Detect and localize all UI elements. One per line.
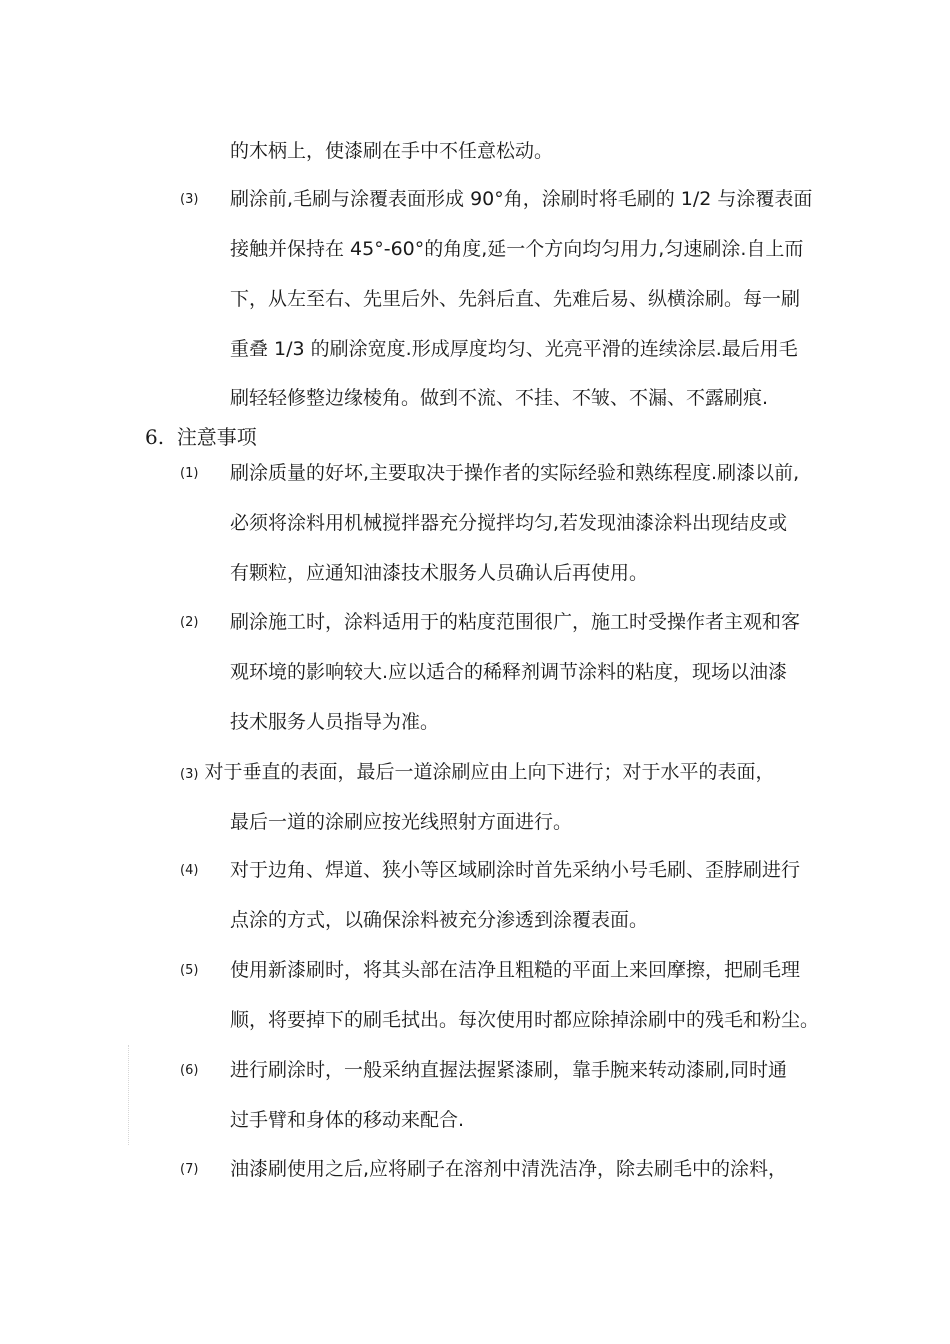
- paragraph-line: 最后一道的涂刷应按光线照射方面进行。: [230, 811, 573, 833]
- list-item-number: (2): [180, 615, 199, 630]
- paragraph-line: 刷涂前,毛刷与涂覆表面形成 90°角，涂刷时将毛刷的 1/2 与涂覆表面: [230, 188, 813, 210]
- paragraph-text: 对于垂直的表面，最后一道涂刷应由上向下进行；对于水平的表面，: [204, 761, 775, 783]
- margin-rule: [128, 1045, 129, 1145]
- paragraph-line: 观环境的影响较大.应以适合的稀释剂调节涂料的粘度，现场以油漆: [230, 661, 788, 683]
- list-item-number: (4): [180, 863, 199, 878]
- list-item-number: (7): [180, 1162, 199, 1177]
- paragraph-line: 重叠 1/3 的刷涂宽度.形成厚度均匀、光亮平滑的连续涂层.最后用毛: [230, 338, 798, 360]
- section-title: 注意事项: [176, 425, 257, 449]
- paragraph-line: 进行刷涂时，一般采纳直握法握紧漆刷，靠手腕来转动漆刷,同时通: [230, 1059, 788, 1081]
- paragraph-line: 技术服务人员指导为准。: [230, 711, 440, 733]
- paragraph-line: 接触并保持在 45°-60°的角度,延一个方向均匀用力,匀速刷涂.自上而: [230, 238, 804, 260]
- list-item-number: (5): [180, 963, 199, 978]
- paragraph-line: 油漆刷使用之后,应将刷子在溶剂中清洗洁净，除去刷毛中的涂料，: [230, 1158, 788, 1180]
- paragraph-line: 对于边角、焊道、狭小等区域刷涂时首先采纳小号毛刷、歪脖刷进行: [230, 859, 801, 881]
- list-item-number: (6): [180, 1063, 199, 1078]
- paragraph-line: 有颗粒，应通知油漆技术服务人员确认后再使用。: [230, 562, 649, 584]
- paragraph-line: 点涂的方式，以确保涂料被充分渗透到涂覆表面。: [230, 909, 649, 931]
- section-heading: [145, 424, 257, 450]
- section-number: 6.: [145, 425, 165, 449]
- paragraph-line: 刷轻轻修整边缘棱角。做到不流、不挂、不皱、不漏、不露刷痕.: [230, 387, 769, 409]
- paragraph-line: 刷涂质量的好坏,主要取决于操作者的实际经验和熟练程度.刷漆以前,: [230, 462, 800, 484]
- paragraph-line: 下，从左至右、先里后外、先斜后直、先难后易、纵横涂刷。每一刷: [230, 288, 801, 310]
- paragraph-line: 必须将涂料用机械搅拌器充分搅拌均匀,若发现油漆涂料出现结皮或: [230, 512, 788, 534]
- paragraph-line: 过手臂和身体的移动来配合.: [230, 1109, 465, 1131]
- list-item-number: (3): [180, 767, 199, 782]
- paragraph-line: 使用新漆刷时，将其头部在洁净且粗糙的平面上来回摩擦，把刷毛理: [230, 959, 801, 981]
- list-item-number: (3): [180, 192, 199, 207]
- list-item-number: (1): [180, 466, 199, 481]
- paragraph-line: [180, 760, 774, 787]
- paragraph-line: 刷涂施工时，涂料适用于的粘度范围很广，施工时受操作者主观和客: [230, 611, 801, 633]
- paragraph-line: 顺，将要掉下的刷毛拭出。每次使用时都应除掉涂刷中的残毛和粉尘。: [230, 1009, 820, 1031]
- continuation-line: 的木柄上，使漆刷在手中不任意松动。: [230, 140, 554, 162]
